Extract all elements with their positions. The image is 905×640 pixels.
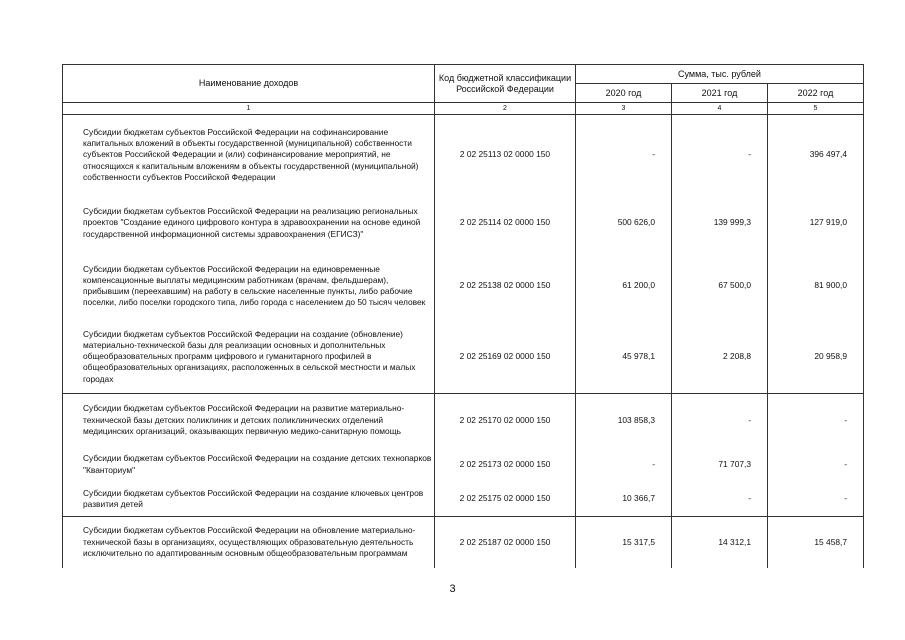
row-value-2021: 139 999,3 bbox=[672, 195, 768, 251]
row-name: Субсидии бюджетам субъектов Российской Федерации на реализацию региональных проектов "Создание единого цифрового контура в здравоохранении на основе единой государственной информационной системы здравоохранения (ЕГИСЗ)" bbox=[63, 195, 435, 251]
row-name: Субсидии бюджетам субъектов Российской Федерации на создание ключевых центров развития детей bbox=[63, 482, 435, 516]
row-name: Субсидии бюджетам субъектов Российской Федерации на единовременные компенсационные выплаты медицинским работникам (врачам, фельдшерам), прибывшим (переехавшим) на работу в сельские населенные пункты, либо рабочие поселки, либо поселки городского типа, либо города с населением до 50 тысяч человек bbox=[63, 251, 435, 321]
table-row bbox=[63, 393, 864, 447]
table-row bbox=[63, 321, 864, 393]
row-value-2021: - bbox=[672, 482, 768, 516]
row-value-2022: 127 919,0 bbox=[768, 195, 864, 251]
row-code: 2 02 25138 02 0000 150 bbox=[435, 251, 576, 321]
row-value-2022: 15 458,7 bbox=[768, 516, 864, 568]
row-value-2020: 10 366,7 bbox=[576, 482, 672, 516]
row-value-2020: 45 978,1 bbox=[576, 321, 672, 393]
revenue-table-body bbox=[62, 115, 864, 568]
row-value-2022: 20 958,9 bbox=[768, 321, 864, 393]
header-name-of-revenue: Наименование доходов bbox=[63, 65, 435, 103]
table-row bbox=[63, 482, 864, 516]
row-value-2021: 67 500,0 bbox=[672, 251, 768, 321]
row-value-2022: 396 497,4 bbox=[768, 115, 864, 195]
col-number-4: 4 bbox=[672, 103, 768, 115]
row-code: 2 02 25113 02 0000 150 bbox=[435, 115, 576, 195]
header-budget-code: Код бюджетной классификации Российской Федерации bbox=[435, 65, 576, 103]
row-value-2020: 15 317,5 bbox=[576, 516, 672, 568]
row-value-2020: 103 858,3 bbox=[576, 393, 672, 447]
row-value-2020: 61 200,0 bbox=[576, 251, 672, 321]
col-number-2: 2 bbox=[435, 103, 576, 115]
page-number: 3 bbox=[449, 583, 456, 595]
row-code: 2 02 25169 02 0000 150 bbox=[435, 321, 576, 393]
table-row bbox=[63, 115, 864, 195]
header-year-2021: 2021 год bbox=[672, 84, 768, 103]
row-code: 2 02 25187 02 0000 150 bbox=[435, 516, 576, 568]
row-value-2020: - bbox=[576, 115, 672, 195]
table-row bbox=[63, 516, 864, 568]
row-value-2020: 500 626,0 bbox=[576, 195, 672, 251]
row-value-2021: - bbox=[672, 393, 768, 447]
row-value-2020: - bbox=[576, 447, 672, 482]
row-value-2022: 81 900,0 bbox=[768, 251, 864, 321]
col-number-3: 3 bbox=[576, 103, 672, 115]
row-name: Субсидии бюджетам субъектов Российской Федерации на софинансирование капитальных вложений в объекты государственной (муниципальной) собственности субъектов Российской Федерации и (или) софинансирование мероприятий, не относящихся к капитальным вложениям в объекты государственной (муниципальной) собственности субъектов Российской Федерации bbox=[63, 115, 435, 195]
table-row bbox=[63, 251, 864, 321]
row-value-2021: 71 707,3 bbox=[672, 447, 768, 482]
col-number-1: 1 bbox=[63, 103, 435, 115]
row-name: Субсидии бюджетам субъектов Российской Федерации на создание (обновление) материально-технической базы для реализации основных и дополнительных общеобразовательных программ цифрового и гуманитарного профилей в общеобразовательных организациях, расположенных в сельской местности и малых городах bbox=[63, 321, 435, 393]
table-row bbox=[63, 447, 864, 482]
row-name: Субсидии бюджетам субъектов Российской Федерации на создание детских технопарков "Кванториум" bbox=[63, 447, 435, 482]
row-value-2022: - bbox=[768, 447, 864, 482]
header-sum: Сумма, тыс. рублей bbox=[576, 65, 864, 84]
row-code: 2 02 25114 02 0000 150 bbox=[435, 195, 576, 251]
row-value-2021: 2 208,8 bbox=[672, 321, 768, 393]
row-code: 2 02 25170 02 0000 150 bbox=[435, 393, 576, 447]
table-header bbox=[62, 64, 864, 115]
row-value-2022: - bbox=[768, 482, 864, 516]
col-number-5: 5 bbox=[768, 103, 864, 115]
row-value-2021: - bbox=[672, 115, 768, 195]
row-code: 2 02 25173 02 0000 150 bbox=[435, 447, 576, 482]
header-year-2020: 2020 год bbox=[576, 84, 672, 103]
table-row bbox=[63, 195, 864, 251]
row-value-2022: - bbox=[768, 393, 864, 447]
row-name: Субсидии бюджетам субъектов Российской Федерации на обновление материально-технической базы в организациях, осуществляющих образовательную деятельность исключительно по адаптированным основным общеобразовательным программам bbox=[63, 516, 435, 568]
row-code: 2 02 25175 02 0000 150 bbox=[435, 482, 576, 516]
row-value-2021: 14 312,1 bbox=[672, 516, 768, 568]
row-name: Субсидии бюджетам субъектов Российской Федерации на развитие материально-технической базы детских поликлиник и детских поликлинических отделений медицинских организаций, оказывающих первичную медико-санитарную помощь bbox=[63, 393, 435, 447]
header-year-2022: 2022 год bbox=[768, 84, 864, 103]
